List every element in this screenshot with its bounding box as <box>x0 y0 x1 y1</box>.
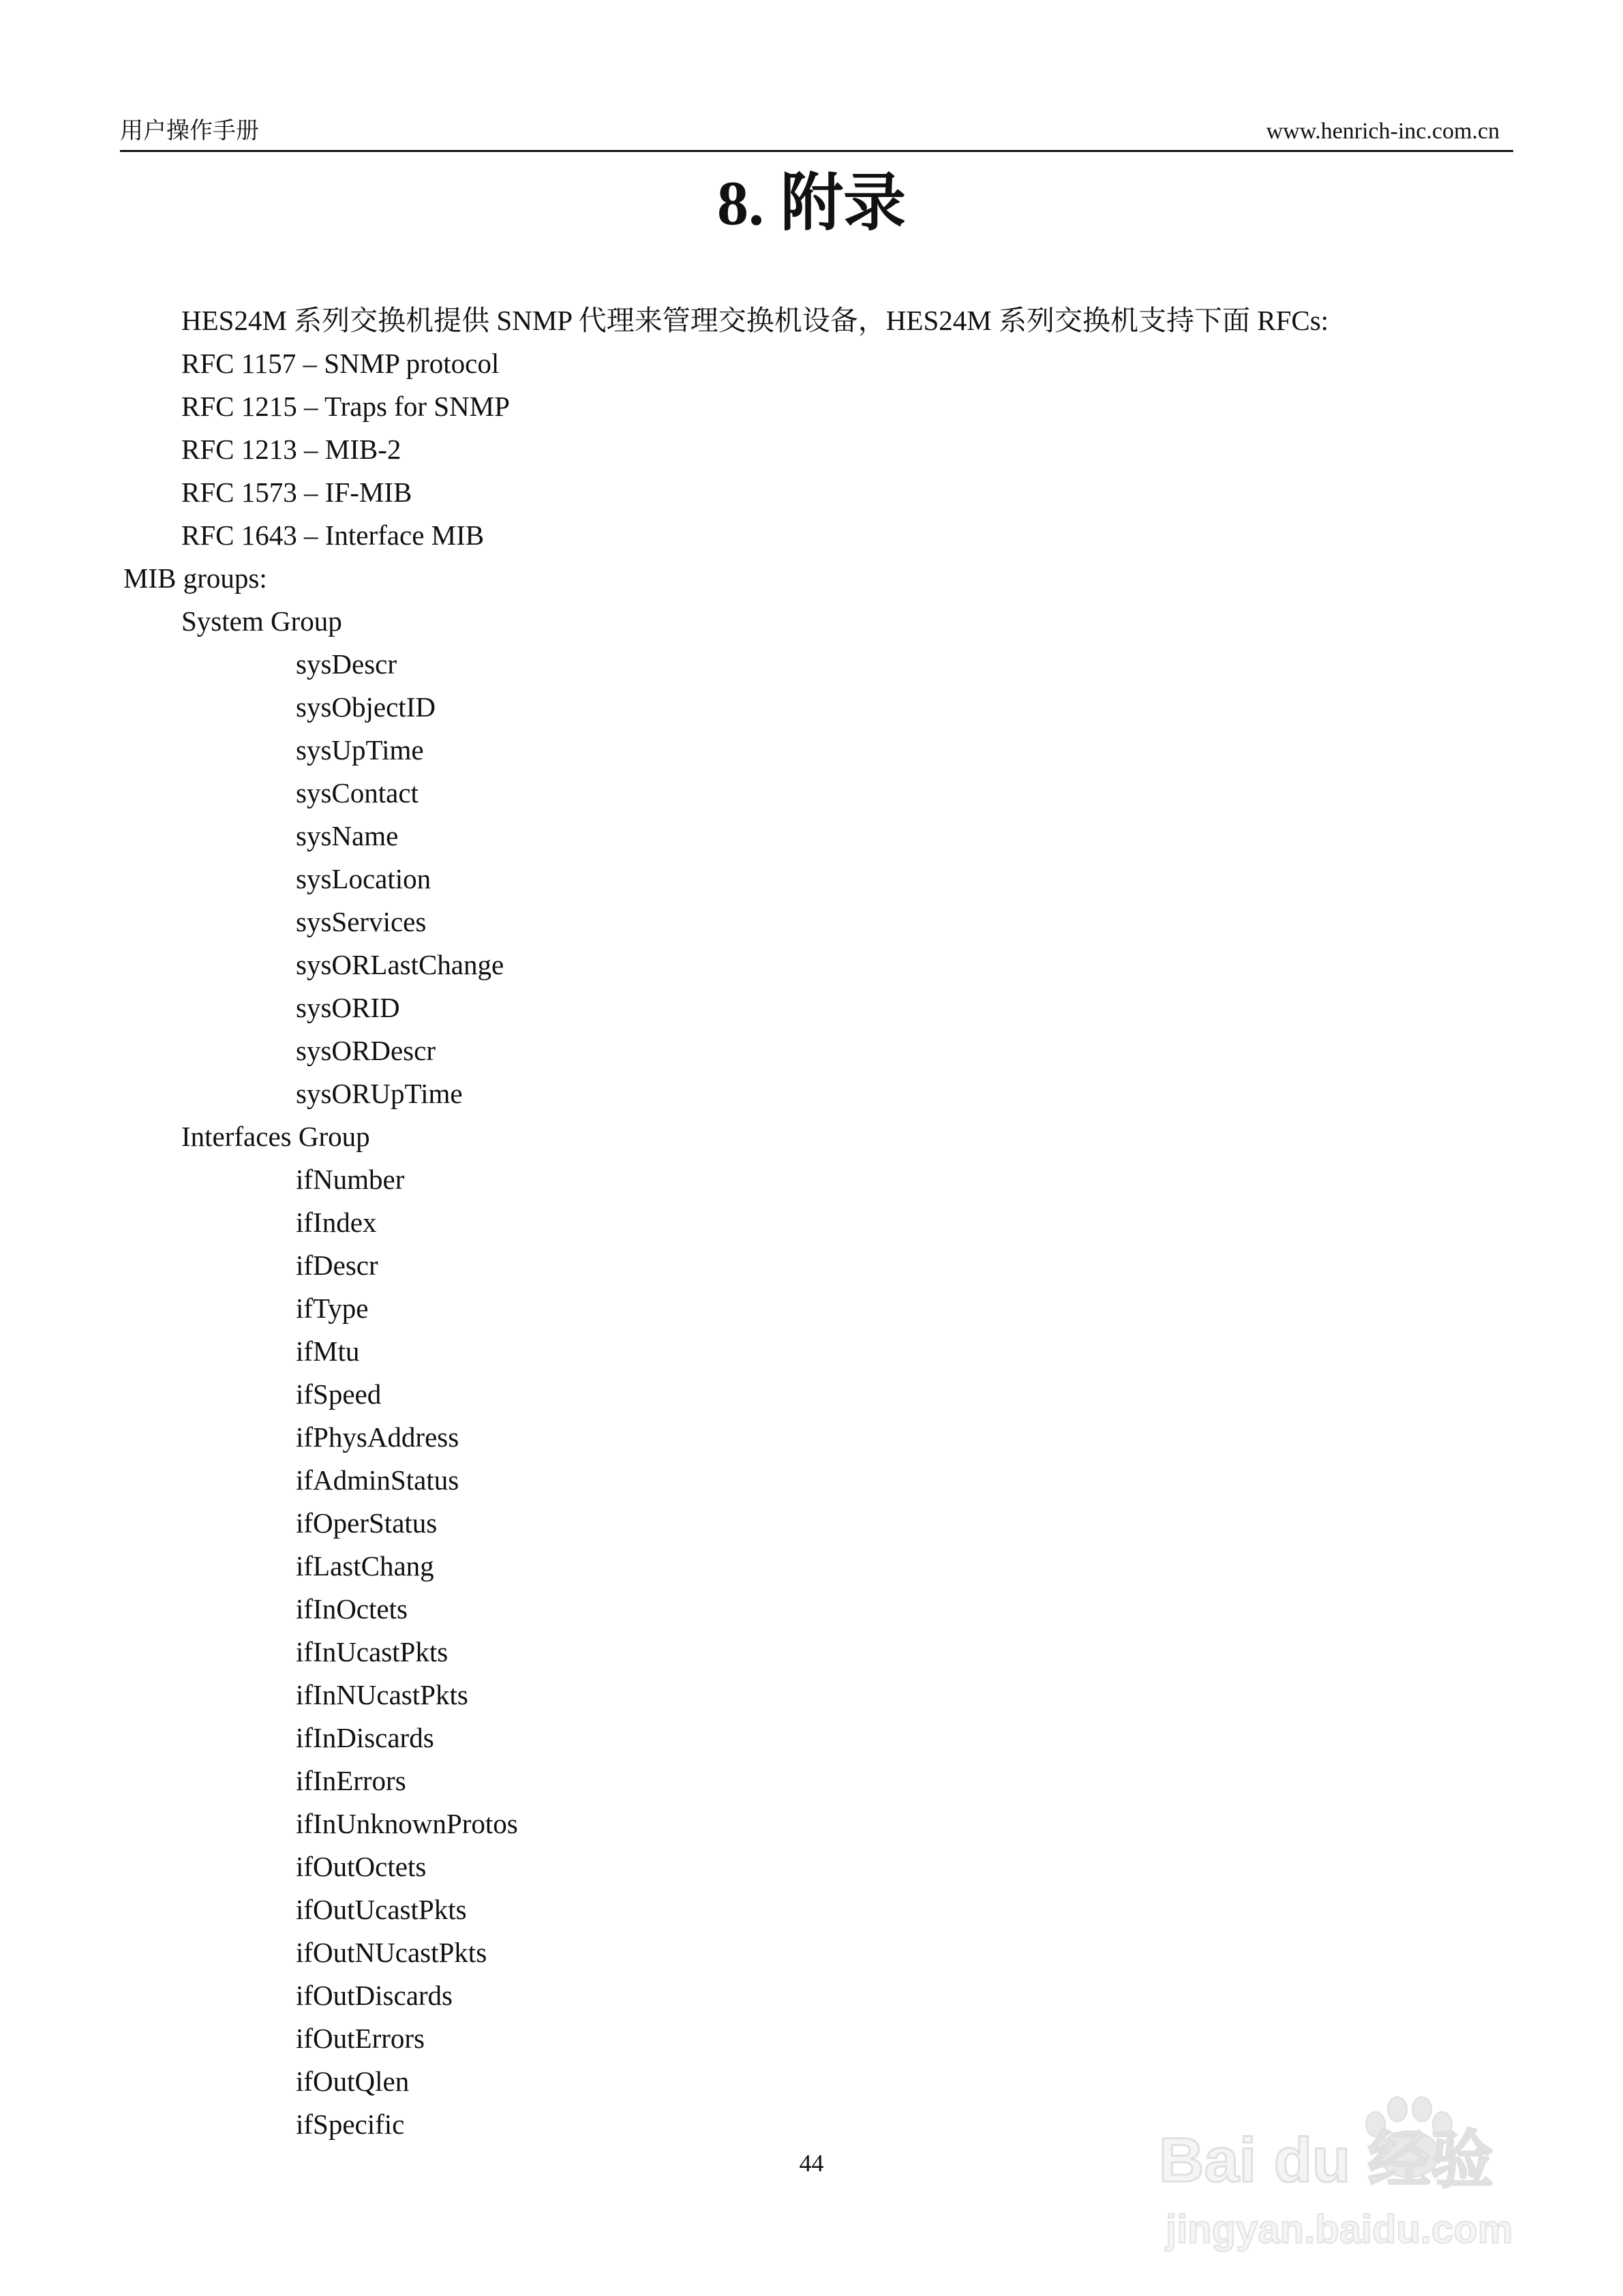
mib-object-item: sysServices <box>296 906 427 937</box>
mib-object-item: ifInOctets <box>296 1593 408 1625</box>
mib-object-item: ifOutOctets <box>296 1851 427 1882</box>
page-header <box>120 110 1513 152</box>
mib-object-item: ifType <box>296 1293 369 1324</box>
mib-object-item: ifInUnknownProtos <box>296 1808 518 1839</box>
mib-object-item: ifSpeed <box>296 1378 382 1410</box>
mib-object-item: ifInUcastPkts <box>296 1636 449 1667</box>
mib-object-item: ifOutQlen <box>296 2066 410 2097</box>
mib-object-item: sysORUpTime <box>296 1078 463 1109</box>
mib-object-item: ifOutUcastPkts <box>296 1894 467 1925</box>
mib-object-item: ifAdminStatus <box>296 1464 459 1496</box>
mib-object-item: sysORLastChange <box>296 949 504 980</box>
mib-object-item: sysObjectID <box>296 691 436 723</box>
header-website: www.henrich-inc.com.cn <box>1266 119 1500 144</box>
mib-object-item: ifOutErrors <box>296 2023 425 2054</box>
mib-group-name: Interfaces Group <box>181 1121 370 1152</box>
rfc-list-item: RFC 1213 – MIB-2 <box>181 434 401 465</box>
mib-object-item: sysName <box>296 820 399 851</box>
mib-object-item: sysLocation <box>296 863 431 894</box>
mib-object-item: ifOperStatus <box>296 1507 438 1539</box>
mib-object-item: ifOutDiscards <box>296 1980 453 2011</box>
mib-object-item: sysORDescr <box>296 1035 436 1066</box>
mib-object-item: ifNumber <box>296 1164 405 1195</box>
mib-object-item: ifSpecific <box>296 2109 405 2140</box>
baidu-jingyan-watermark <box>1159 2059 1541 2263</box>
rfc-list-item: RFC 1157 – SNMP protocol <box>181 348 500 379</box>
page-number: 44 <box>799 2149 824 2177</box>
mib-object-item: sysDescr <box>296 648 397 680</box>
mib-object-item: ifInDiscards <box>296 1722 434 1753</box>
mib-object-item: ifMtu <box>296 1335 360 1367</box>
mib-object-item: sysORID <box>296 992 400 1023</box>
mib-object-item: ifInErrors <box>296 1765 406 1796</box>
section-title <box>0 169 1623 238</box>
mib-object-item: ifPhysAddress <box>296 1421 459 1453</box>
section-title-text: 附录 <box>780 168 906 238</box>
rfc-list-item: RFC 1643 – Interface MIB <box>181 519 485 551</box>
mib-groups-heading: MIB groups: <box>123 562 267 594</box>
mib-object-item: ifOutNUcastPkts <box>296 1937 487 1968</box>
rfc-list-item: RFC 1573 – IF-MIB <box>181 477 412 508</box>
mib-object-item: sysContact <box>296 777 419 809</box>
mib-object-item: ifInNUcastPkts <box>296 1679 468 1710</box>
section-number: 8. <box>716 168 764 238</box>
intro-paragraph: HES24M 系列交换机提供 SNMP 代理来管理交换机设备，HES24M 系列交换机支持下面 RFCs: <box>181 305 1329 336</box>
mib-object-item: ifLastChang <box>296 1550 434 1582</box>
mib-object-item: ifDescr <box>296 1250 378 1281</box>
watermark-url: jingyan.baidu.com <box>1166 2207 1513 2252</box>
rfc-list-item: RFC 1215 – Traps for SNMP <box>181 391 510 422</box>
header-manual-title: 用户操作手册 <box>120 119 259 144</box>
mib-group-name: System Group <box>181 605 342 637</box>
mib-object-item: ifIndex <box>296 1207 377 1238</box>
watermark-brand: Bai du 经验 <box>1159 2126 1493 2195</box>
mib-object-item: sysUpTime <box>296 734 424 766</box>
